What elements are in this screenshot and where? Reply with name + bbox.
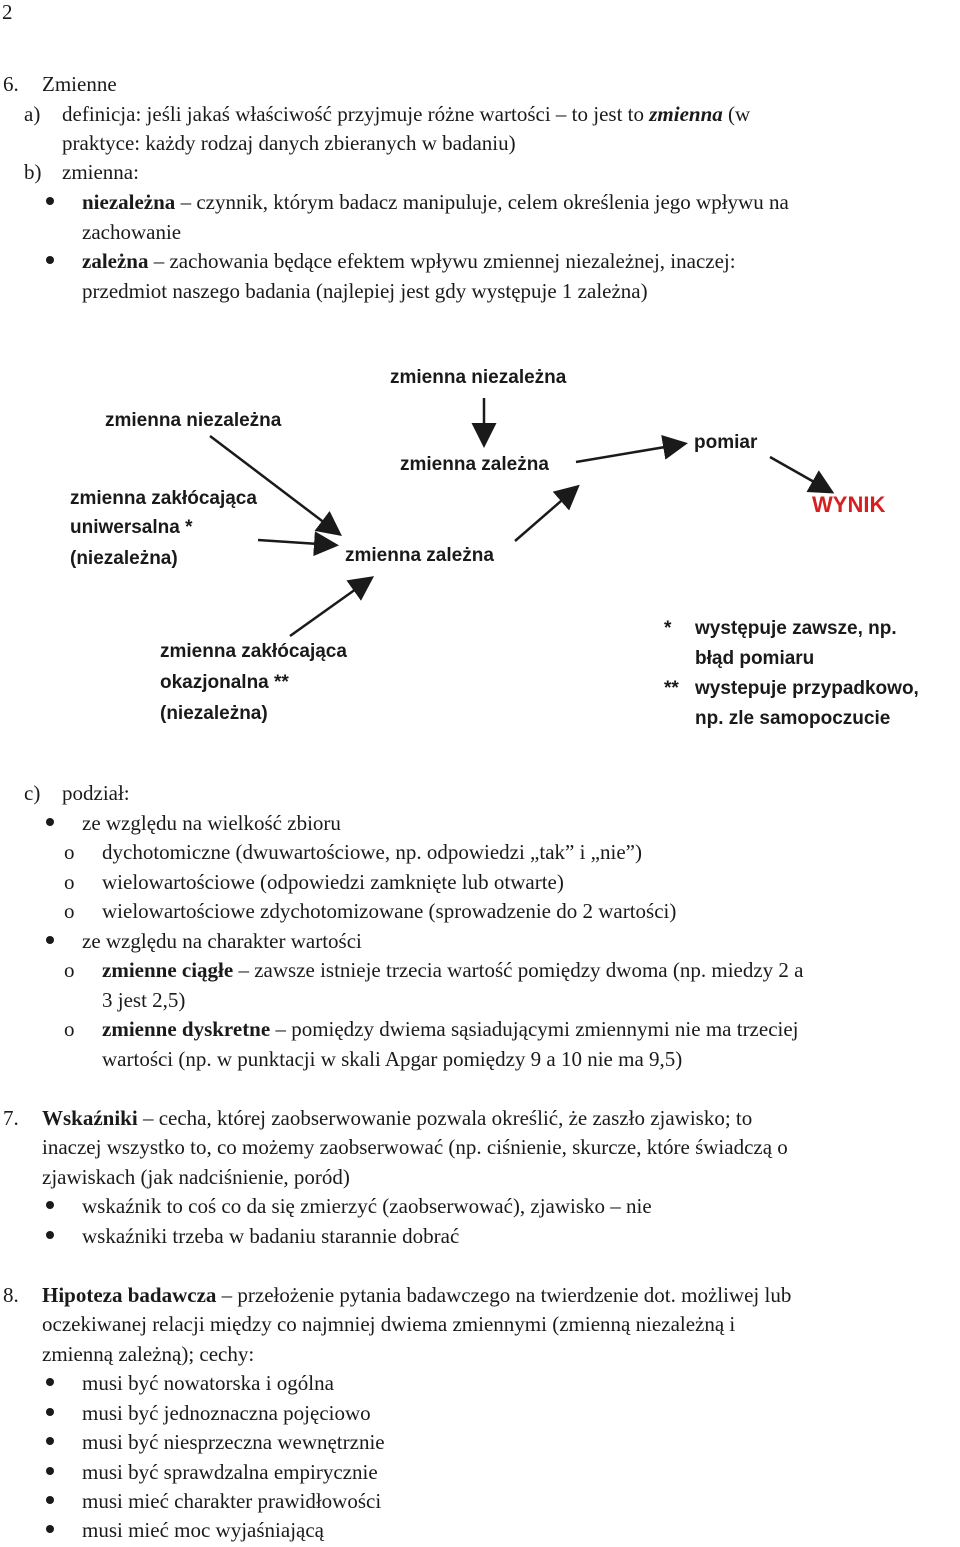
bullet <box>46 1525 54 1533</box>
hypothesis-feature: musi być nowatorska i ogólna <box>82 1371 334 1395</box>
section-7-line1: Wskaźniki – cecha, której zaobserwowanie pozwala określić, że zaszło zjawisko; to <box>42 1106 753 1130</box>
dependent-definition: zależna – zachowania będące efektem wpływu zmiennej niezależnej, inaczej: <box>82 249 736 273</box>
variables-diagram <box>0 340 960 740</box>
hypothesis-feature: musi mieć moc wyjaśniającą <box>82 1518 325 1542</box>
label-universal-1: zmienna zakłócająca <box>70 488 257 509</box>
bullet <box>46 818 54 826</box>
label-occasional-1: zmienna zakłócająca <box>160 641 347 662</box>
discrete-definition: zmienne dyskretne – pomiędzy dwiema sąsiadującymi zmiennymi nie ma trzeciej <box>102 1017 799 1041</box>
note2-line1: wystepuje przypadkowo, <box>695 678 919 699</box>
section-7-line3: zjawiskach (jak nadciśnienie, poród) <box>42 1165 350 1189</box>
bullet <box>46 1437 54 1445</box>
dichotomous: dychotomiczne (dwuwartościowe, np. odpowiedzi „tak” i „nie”) <box>102 840 642 864</box>
label-occasional-2: okazjonalna ** <box>160 672 289 693</box>
section-8-number: 8. <box>3 1283 19 1307</box>
label-dependent-center: zmienna zależna <box>345 545 494 566</box>
discrete-definition-cont: wartości (np. w punktacji w skali Apgar pomiędzy 9 a 10 nie ma 9,5) <box>102 1047 683 1071</box>
hypothesis-feature: musi być niesprzeczna wewnętrznie <box>82 1430 385 1454</box>
label-top-independent: zmienna niezależna <box>390 367 567 388</box>
section-8-line3: zmienną zależną); cechy: <box>42 1342 255 1366</box>
size-heading: ze względu na wielkość zbioru <box>82 811 341 835</box>
note1-line2: błąd pomiaru <box>695 648 815 669</box>
bullet <box>46 1496 54 1504</box>
bullet <box>46 1408 54 1416</box>
label-measure: pomiar <box>694 432 758 453</box>
label-result: WYNIK <box>812 492 886 517</box>
arrow-to-measure <box>576 444 683 462</box>
bullet <box>46 1378 54 1386</box>
bullet <box>46 1231 54 1239</box>
item-b-text: zmienna: <box>62 160 139 184</box>
character-heading: ze względu na charakter wartości <box>82 929 362 953</box>
section-6-number: 6. <box>3 72 19 96</box>
item-a-line1: definicja: jeśli jakaś właściwość przyjmuje różne wartości – to jest to zmienna (w <box>62 102 751 126</box>
indicator-point-2: wskaźniki trzeba w badaniu starannie dobrać <box>82 1224 460 1248</box>
label-occasional-3: (niezależna) <box>160 703 268 724</box>
arrow-occasional <box>290 579 370 636</box>
arrow-to-result <box>770 457 830 491</box>
item-c-marker: c) <box>24 781 41 805</box>
note2-mark: ** <box>664 678 679 699</box>
note2-line2: np. zle samopoczucie <box>695 708 891 729</box>
sub-marker: o <box>64 899 75 923</box>
item-a-line2: praktyce: każdy rodzaj danych zbieranych w badaniu) <box>62 131 516 155</box>
label-dependent-top: zmienna zależna <box>400 454 549 475</box>
multivalued-dichotomized: wielowartościowe zdychotomizowane (sprowadzenie do 2 wartości) <box>102 899 677 923</box>
bullet <box>46 1201 54 1209</box>
arrow-left-independent <box>210 436 338 533</box>
bullet <box>46 197 54 205</box>
section-7-line2: inaczej wszystko to, co możemy zaobserwować (np. ciśnienie, skurcze, które świadczą o <box>42 1135 788 1159</box>
indicator-point-1: wskaźnik to coś co da się zmierzyć (zaobserwować), zjawisko – nie <box>82 1194 652 1218</box>
hypothesis-feature: musi być jednoznaczna pojęciowo <box>82 1401 371 1425</box>
independent-definition-cont: zachowanie <box>82 220 182 244</box>
section-6-title: Zmienne <box>42 72 117 96</box>
label-left-independent: zmienna niezależna <box>105 410 282 431</box>
section-8-line2: oczekiwanej relacji między co najmniej dwiema zmiennymi (zmienną niezależną i <box>42 1312 736 1336</box>
page-number: 2 <box>2 0 13 24</box>
section-8-line1: Hipoteza badawcza – przełożenie pytania badawczego na twierdzenie dot. możliwej lub <box>42 1283 792 1307</box>
sub-marker: o <box>64 958 75 982</box>
arrow-center-up <box>515 488 576 541</box>
bullet <box>46 256 54 264</box>
arrow-universal <box>258 540 334 545</box>
sub-marker: o <box>64 1017 75 1041</box>
section-7-number: 7. <box>3 1106 19 1130</box>
item-b-marker: b) <box>24 160 42 184</box>
hypothesis-feature: musi być sprawdzalna empirycznie <box>82 1460 378 1484</box>
multivalued: wielowartościowe (odpowiedzi zamknięte lub otwarte) <box>102 870 564 894</box>
dependent-definition-cont: przedmiot naszego badania (najlepiej jest gdy występuje 1 zależna) <box>82 279 648 303</box>
label-universal-3: (niezależna) <box>70 548 178 569</box>
hypothesis-feature: musi mieć charakter prawidłowości <box>82 1489 382 1513</box>
bullet <box>46 1467 54 1475</box>
zmienna-term: zmienna <box>649 102 723 126</box>
independent-definition: niezależna – czynnik, którym badacz manipuluje, celem określenia jego wpływu na <box>82 190 789 214</box>
note1-line1: występuje zawsze, np. <box>695 618 897 639</box>
sub-marker: o <box>64 840 75 864</box>
sub-marker: o <box>64 870 75 894</box>
continuous-definition-cont: 3 jest 2,5) <box>102 988 186 1012</box>
label-universal-2: uniwersalna * <box>70 517 193 538</box>
item-a-marker: a) <box>24 102 41 126</box>
bullet <box>46 936 54 944</box>
item-c-title: podział: <box>62 781 130 805</box>
note1-mark: * <box>664 618 672 639</box>
continuous-definition: zmienne ciągłe – zawsze istnieje trzecia wartość pomiędzy dwoma (np. miedzy 2 a <box>102 958 804 982</box>
